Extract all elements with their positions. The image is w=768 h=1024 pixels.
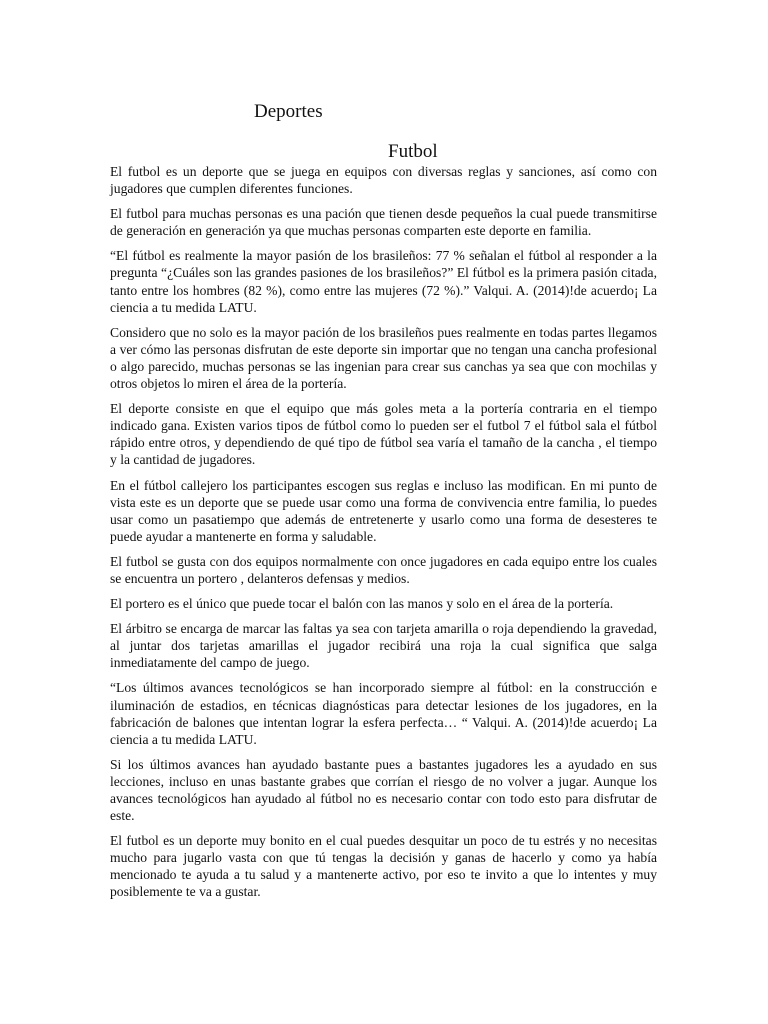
paragraph: El futbol es un deporte que se juega en equipos con diversas reglas y sanciones, así como con jugadores que cumplen diferentes funciones. <box>110 164 657 197</box>
paragraph: El portero es el único que puede tocar el balón con las manos y solo en el área de la portería. <box>110 596 614 612</box>
paragraph: Si los últimos avances han ayudado bastante pues a bastantes jugadores les a ayudado en sus lecciones, incluso en unas bastante grabes que corrían el riesgo de no volver a jugar. Aunque los avances tecnológicos han ayudado al fútbol no es necesario contar con todo esto para disfrutar de este. <box>110 756 657 824</box>
quote-paragraph: “El fútbol es realmente la mayor pasión de los brasileños: 77 % señalan el fútbol al responder a la pregunta “¿Cuáles son las grandes pasiones de los brasileños?” El fútbol es la primera pasión citada, tanto entre los hombres (82 %), como entre las mujeres (72 %).” Valqui. A. (2014)!de acuerdo¡ La ciencia a tu medida LATU. <box>110 248 657 315</box>
document-body <box>110 163 657 909</box>
quote-paragraph: “Los últimos avances tecnológicos se han incorporado siempre al fútbol: en la construcción e iluminación de estadios, en técnicas diagnósticas para detectar lesiones de los jugadores, en la fabricación de balones que intentan lograr la esfera perfecta… “ Valqui. A. (2014)!de acuerdo¡ La ciencia a tu medida LATU. <box>110 680 657 747</box>
paragraph: El futbol para muchas personas es una pación que tienen desde pequeños la cual puede transmitirse de generación en generación ya que muchas personas comparten este deporte en familia. <box>110 206 657 239</box>
document-title: Deportes <box>254 101 323 122</box>
paragraph: En el fútbol callejero los participantes escogen sus reglas e incluso las modifican. En mi punto de vista este es un deporte que se puede usar como una forma de convivencia entre familia, lo puedes usar como un pasatiempo que además de entretenerte y usarlo como una forma de desesteres te puede ayudar a mantenerte en forma y saludable. <box>110 477 657 544</box>
paragraph: El deporte consiste en que el equipo que más goles meta a la portería contraria en el tiempo indicado gana. Existen varios tipos de fútbol como lo pueden ser el futbol 7 el fútbol sala el fútbol rápido entre otros, y dependiendo de qué tipo de fútbol sea varía el tamaño de la cancha , el tiempo y la cantidad de jugadores. <box>110 401 657 468</box>
paragraph: El futbol es un deporte muy bonito en el cual puedes desquitar un poco de tu estrés y no necesitas mucho para jugarlo vasta con que tú tengas la decisión y ganas de hacerlo y como ya había mencionado te ayuda a tu salud y a mantenerte activo, por eso te invito a que lo intentes y muy posiblemente te va a gustar. <box>110 833 657 900</box>
paragraph: El árbitro se encarga de marcar las faltas ya sea con tarjeta amarilla o roja dependiendo la gravedad, al juntar dos tarjetas amarillas el jugador recibirá una roja la cual significa que salga inmediatamente del campo de juego. <box>110 621 657 671</box>
document-subtitle: Futbol <box>388 141 438 162</box>
paragraph: El futbol se gusta con dos equipos normalmente con once jugadores en cada equipo entre los cuales se encuentra un portero , delanteros defensas y medios. <box>110 553 657 586</box>
paragraph: Considero que no solo es la mayor pación de los brasileños pues realmente en todas partes llegamos a ver cómo las personas disfrutan de este deporte sin importar que no tengan una cancha profesional o algo parecido, muchas personas se las ingenian para crear sus canchas ya sea que con mochilas y otros objetos lo miren el área de la portería. <box>110 324 657 392</box>
